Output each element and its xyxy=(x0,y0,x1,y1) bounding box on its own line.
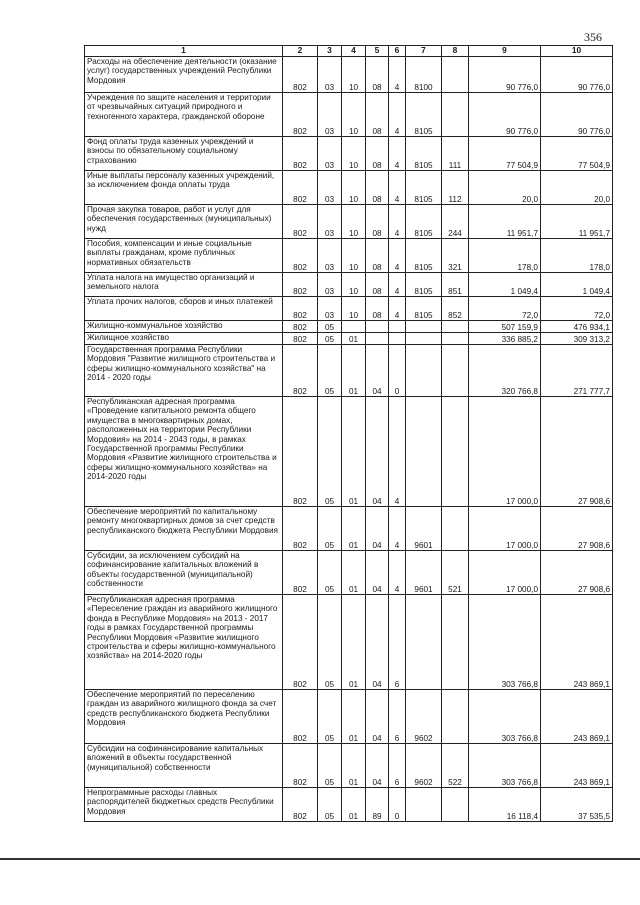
sum-2015: 72,0 xyxy=(469,297,541,321)
program-code: 04 xyxy=(366,507,389,551)
section-code: 05 xyxy=(318,788,342,822)
table-row xyxy=(85,171,613,205)
sum-2016: 27 908,6 xyxy=(541,397,613,507)
row-name: Жилищно-коммунальное хозяйство xyxy=(85,321,283,333)
table-row xyxy=(85,57,613,93)
row-name: Пособия, компенсации и иные социальные выплаты гражданам, кроме публичных нормативных обязательств xyxy=(85,239,283,273)
sum-2016: 27 908,6 xyxy=(541,507,613,551)
subsection-code: 10 xyxy=(342,137,366,171)
chapter-code: 802 xyxy=(283,690,318,744)
subsection-code xyxy=(342,321,366,333)
target-code: 8105 xyxy=(406,171,442,205)
column-header-6: 6 xyxy=(389,46,406,57)
sum-2015: 90 776,0 xyxy=(469,57,541,93)
subprogram-code: 4 xyxy=(389,297,406,321)
target-code: 8100 xyxy=(406,57,442,93)
target-code xyxy=(406,397,442,507)
subprogram-code: 4 xyxy=(389,171,406,205)
subsection-code: 10 xyxy=(342,297,366,321)
column-header-5: 5 xyxy=(366,46,389,57)
section-code: 05 xyxy=(318,507,342,551)
expense-type: 112 xyxy=(442,171,469,205)
expense-type: 321 xyxy=(442,239,469,273)
target-code xyxy=(406,345,442,397)
subprogram-code: 6 xyxy=(389,744,406,788)
expense-type: 852 xyxy=(442,297,469,321)
column-header-3: 3 xyxy=(318,46,342,57)
table-row xyxy=(85,137,613,171)
program-code: 08 xyxy=(366,297,389,321)
section-code: 05 xyxy=(318,345,342,397)
sum-2015: 507 159,9 xyxy=(469,321,541,333)
page-number: 356 xyxy=(584,30,602,44)
target-code: 8105 xyxy=(406,239,442,273)
subprogram-code: 4 xyxy=(389,137,406,171)
section-code: 05 xyxy=(318,595,342,690)
target-code: 8105 xyxy=(406,297,442,321)
header-row xyxy=(85,46,613,57)
subsection-code: 10 xyxy=(342,93,366,137)
chapter-code: 802 xyxy=(283,205,318,239)
table-row xyxy=(85,321,613,333)
subsection-code: 01 xyxy=(342,744,366,788)
subprogram-code: 6 xyxy=(389,595,406,690)
program-code: 04 xyxy=(366,595,389,690)
section-code: 03 xyxy=(318,273,342,297)
target-code: 8105 xyxy=(406,205,442,239)
column-header-1: 1 xyxy=(85,46,283,57)
chapter-code: 802 xyxy=(283,788,318,822)
table-row xyxy=(85,239,613,273)
expense-type xyxy=(442,345,469,397)
program-code: 08 xyxy=(366,57,389,93)
sum-2016: 476 934,1 xyxy=(541,321,613,333)
target-code xyxy=(406,788,442,822)
subsection-code: 10 xyxy=(342,205,366,239)
column-header-7: 7 xyxy=(406,46,442,57)
sum-2015: 20,0 xyxy=(469,171,541,205)
table-row xyxy=(85,595,613,690)
subprogram-code: 4 xyxy=(389,93,406,137)
table-row xyxy=(85,788,613,822)
section-code: 05 xyxy=(318,321,342,333)
subsection-code: 10 xyxy=(342,171,366,205)
sum-2016: 243 869,1 xyxy=(541,595,613,690)
row-name: Непрограммные расходы главных распорядителей бюджетных средств Республики Мордовия xyxy=(85,788,283,822)
chapter-code: 802 xyxy=(283,333,318,345)
subsection-code: 10 xyxy=(342,57,366,93)
subsection-code: 01 xyxy=(342,345,366,397)
chapter-code: 802 xyxy=(283,321,318,333)
row-name: Обеспечение мероприятий по переселению граждан из аварийного жилищного фонда за счет средств республиканского бюджета Республики Мордовия xyxy=(85,690,283,744)
target-code: 9602 xyxy=(406,690,442,744)
target-code: 9601 xyxy=(406,507,442,551)
target-code: 8105 xyxy=(406,137,442,171)
section-code: 03 xyxy=(318,137,342,171)
subsection-code: 01 xyxy=(342,333,366,345)
sum-2016: 37 535,5 xyxy=(541,788,613,822)
expense-type: 111 xyxy=(442,137,469,171)
subprogram-code: 4 xyxy=(389,273,406,297)
target-code: 8105 xyxy=(406,273,442,297)
sum-2016: 90 776,0 xyxy=(541,93,613,137)
row-name: Расходы на обеспечение деятельности (оказание услуг) государственных учреждений Республики Мордовия xyxy=(85,57,283,93)
expense-type xyxy=(442,397,469,507)
sum-2015: 77 504,9 xyxy=(469,137,541,171)
table-row xyxy=(85,507,613,551)
sum-2015: 303 766,8 xyxy=(469,595,541,690)
chapter-code: 802 xyxy=(283,744,318,788)
program-code: 08 xyxy=(366,93,389,137)
subprogram-code xyxy=(389,333,406,345)
row-name: Фонд оплаты труда казенных учреждений и взносы по обязательному социальному страхованию xyxy=(85,137,283,171)
subsection-code: 01 xyxy=(342,397,366,507)
sum-2016: 309 313,2 xyxy=(541,333,613,345)
row-name: Уплата прочих налогов, сборов и иных платежей xyxy=(85,297,283,321)
section-code: 03 xyxy=(318,171,342,205)
subsection-code: 10 xyxy=(342,239,366,273)
section-code: 05 xyxy=(318,333,342,345)
table-row xyxy=(85,273,613,297)
program-code xyxy=(366,321,389,333)
sum-2016: 1 049,4 xyxy=(541,273,613,297)
subprogram-code xyxy=(389,321,406,333)
table-row xyxy=(85,297,613,321)
subsection-code: 01 xyxy=(342,690,366,744)
subprogram-code: 4 xyxy=(389,397,406,507)
chapter-code: 802 xyxy=(283,57,318,93)
bottom-rule xyxy=(0,858,640,860)
budget-table xyxy=(84,45,613,822)
sum-2015: 303 766,8 xyxy=(469,744,541,788)
sum-2016: 77 504,9 xyxy=(541,137,613,171)
section-code: 03 xyxy=(318,93,342,137)
row-name: Прочая закупка товаров, работ и услуг для обеспечения государственных (муниципальных) нужд xyxy=(85,205,283,239)
target-code: 9602 xyxy=(406,744,442,788)
expense-type xyxy=(442,788,469,822)
chapter-code: 802 xyxy=(283,273,318,297)
expense-type xyxy=(442,507,469,551)
column-header-2: 2 xyxy=(283,46,318,57)
table-row xyxy=(85,205,613,239)
subprogram-code: 4 xyxy=(389,551,406,595)
program-code: 04 xyxy=(366,345,389,397)
expense-type xyxy=(442,57,469,93)
section-code: 05 xyxy=(318,551,342,595)
row-name: Субсидии на софинансирование капитальных вложений в объекты государственной (муниципальной) собственности xyxy=(85,744,283,788)
chapter-code: 802 xyxy=(283,93,318,137)
program-code: 89 xyxy=(366,788,389,822)
program-code: 04 xyxy=(366,397,389,507)
row-name: Республиканская адресная программа «Переселение граждан из аварийного жилищного фонда в Республике Мордовия» на 2013 - 2017 годы в рамках Государственной программы Республики Мордовия «Развитие жилищного строительства и сферы жилищно-коммунального хозяйства» на 2014-2020 годы xyxy=(85,595,283,690)
expense-type: 244 xyxy=(442,205,469,239)
expense-type xyxy=(442,333,469,345)
table-body xyxy=(85,57,613,822)
row-name: Жилищное хозяйство xyxy=(85,333,283,345)
expense-type xyxy=(442,321,469,333)
subsection-code: 01 xyxy=(342,788,366,822)
row-name: Республиканская адресная программа «Проведение капитального ремонта общего имущества в многоквартирных домах, расположенных на территории Республики Мордовия» на 2014 - 2043 годы, в рамках Государственной программы Республики Мордовия «Развитие жилищного строительства и сферы жилищно-коммунального хозяйства» на 2014-2020 годы xyxy=(85,397,283,507)
program-code: 08 xyxy=(366,273,389,297)
column-header-4: 4 xyxy=(342,46,366,57)
sum-2015: 1 049,4 xyxy=(469,273,541,297)
row-name: Учреждения по защите населения и территории от чрезвычайных ситуаций природного и техногенного характера, гражданской обороне xyxy=(85,93,283,137)
target-code xyxy=(406,333,442,345)
sum-2015: 90 776,0 xyxy=(469,93,541,137)
subprogram-code: 0 xyxy=(389,345,406,397)
program-code: 04 xyxy=(366,744,389,788)
column-header-8: 8 xyxy=(442,46,469,57)
chapter-code: 802 xyxy=(283,551,318,595)
program-code: 08 xyxy=(366,205,389,239)
section-code: 05 xyxy=(318,690,342,744)
chapter-code: 802 xyxy=(283,507,318,551)
chapter-code: 802 xyxy=(283,171,318,205)
table-row xyxy=(85,93,613,137)
target-code: 8105 xyxy=(406,93,442,137)
subprogram-code: 6 xyxy=(389,690,406,744)
chapter-code: 802 xyxy=(283,297,318,321)
table-row xyxy=(85,551,613,595)
program-code: 04 xyxy=(366,690,389,744)
section-code: 03 xyxy=(318,57,342,93)
sum-2016: 243 869,1 xyxy=(541,690,613,744)
sum-2016: 27 908,6 xyxy=(541,551,613,595)
row-name: Государственная программа Республики Мордовия "Развитие жилищного строительства и сферы жилищно-коммунального хозяйства" на 2014 - 2020 годы xyxy=(85,345,283,397)
section-code: 05 xyxy=(318,744,342,788)
program-code: 08 xyxy=(366,137,389,171)
table-row xyxy=(85,345,613,397)
sum-2016: 178,0 xyxy=(541,239,613,273)
row-name: Субсидии, за исключением субсидий на софинансирование капитальных вложений в объекты государственной (муниципальной) собственности xyxy=(85,551,283,595)
row-name: Обеспечение мероприятий по капитальному ремонту многоквартирных домов за счет средств республиканского бюджета Республики Мордовия xyxy=(85,507,283,551)
sum-2015: 178,0 xyxy=(469,239,541,273)
subprogram-code: 4 xyxy=(389,57,406,93)
sum-2016: 271 777,7 xyxy=(541,345,613,397)
sum-2015: 11 951,7 xyxy=(469,205,541,239)
subsection-code: 01 xyxy=(342,595,366,690)
expense-type: 521 xyxy=(442,551,469,595)
subsection-code: 01 xyxy=(342,551,366,595)
section-code: 03 xyxy=(318,239,342,273)
table-row xyxy=(85,333,613,345)
sum-2015: 17 000,0 xyxy=(469,507,541,551)
subsection-code: 01 xyxy=(342,507,366,551)
chapter-code: 802 xyxy=(283,137,318,171)
sum-2016: 20,0 xyxy=(541,171,613,205)
sum-2016: 243 869,1 xyxy=(541,744,613,788)
expense-type xyxy=(442,595,469,690)
column-header-9: 9 xyxy=(469,46,541,57)
expense-type: 522 xyxy=(442,744,469,788)
sum-2015: 303 766,8 xyxy=(469,690,541,744)
program-code: 04 xyxy=(366,551,389,595)
subsection-code: 10 xyxy=(342,273,366,297)
subprogram-code: 4 xyxy=(389,205,406,239)
target-code: 9601 xyxy=(406,551,442,595)
chapter-code: 802 xyxy=(283,345,318,397)
section-code: 05 xyxy=(318,397,342,507)
sum-2016: 11 951,7 xyxy=(541,205,613,239)
expense-type xyxy=(442,93,469,137)
sum-2015: 336 885,2 xyxy=(469,333,541,345)
subprogram-code: 0 xyxy=(389,788,406,822)
target-code xyxy=(406,321,442,333)
target-code xyxy=(406,595,442,690)
program-code xyxy=(366,333,389,345)
section-code: 03 xyxy=(318,205,342,239)
sum-2016: 90 776,0 xyxy=(541,57,613,93)
subprogram-code: 4 xyxy=(389,507,406,551)
program-code: 08 xyxy=(366,171,389,205)
table-row xyxy=(85,744,613,788)
chapter-code: 802 xyxy=(283,239,318,273)
expense-type xyxy=(442,690,469,744)
expense-type: 851 xyxy=(442,273,469,297)
sum-2016: 72,0 xyxy=(541,297,613,321)
subprogram-code: 4 xyxy=(389,239,406,273)
chapter-code: 802 xyxy=(283,595,318,690)
table-row xyxy=(85,690,613,744)
sum-2015: 17 000,0 xyxy=(469,551,541,595)
sum-2015: 320 766,8 xyxy=(469,345,541,397)
sum-2015: 17 000,0 xyxy=(469,397,541,507)
table-row xyxy=(85,397,613,507)
chapter-code: 802 xyxy=(283,397,318,507)
sum-2015: 16 118,4 xyxy=(469,788,541,822)
section-code: 03 xyxy=(318,297,342,321)
column-header-10: 10 xyxy=(541,46,613,57)
row-name: Иные выплаты персоналу казенных учреждений, за исключением фонда оплаты труда xyxy=(85,171,283,205)
row-name: Уплата налога на имущество организаций и земельного налога xyxy=(85,273,283,297)
program-code: 08 xyxy=(366,239,389,273)
